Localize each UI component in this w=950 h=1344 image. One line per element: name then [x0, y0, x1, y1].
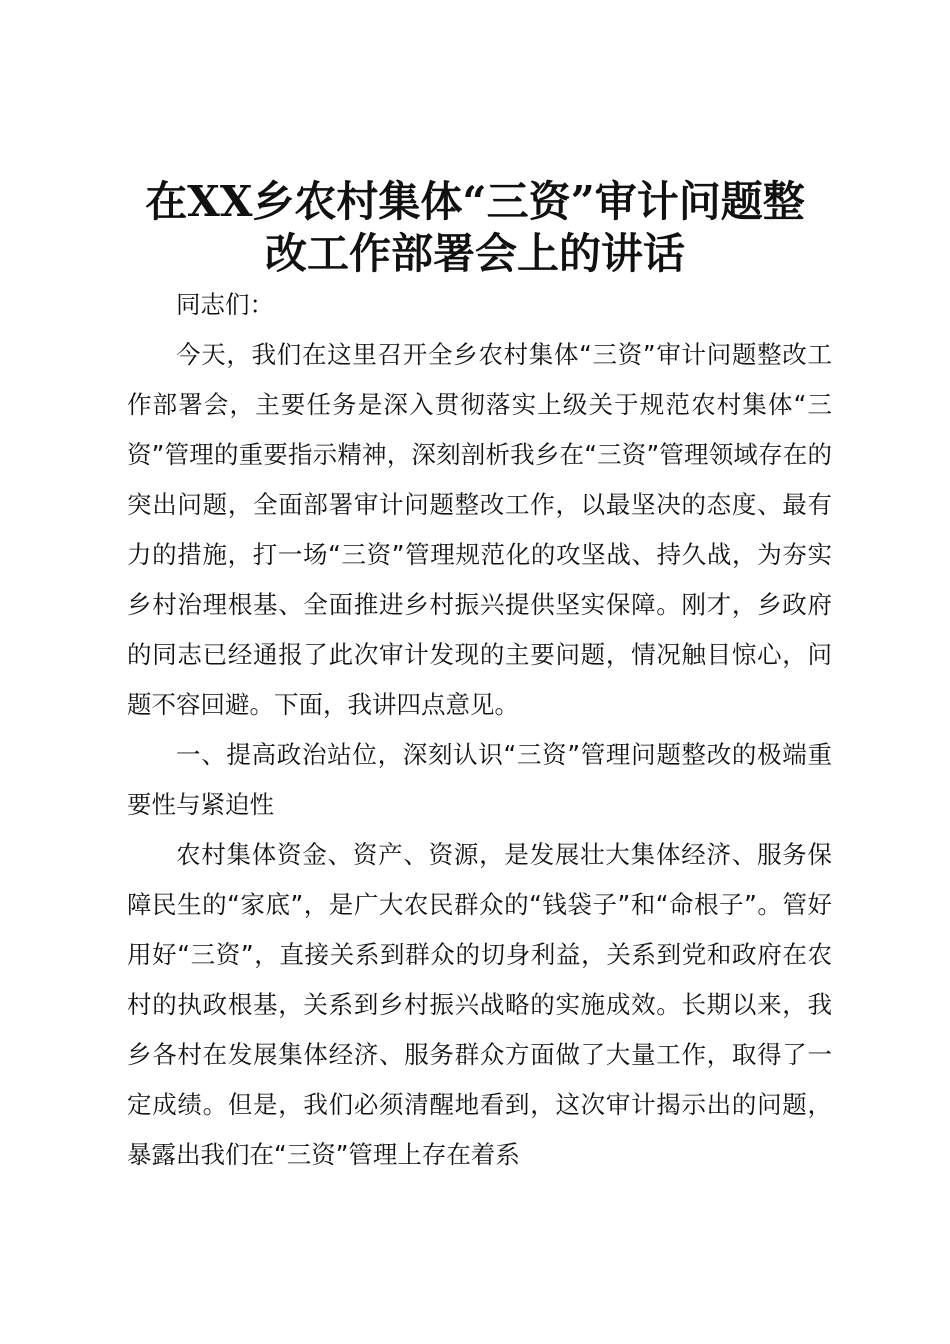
title-line-2: 改工作部署会上的讲话 [264, 229, 685, 278]
document-body [127, 280, 832, 1180]
paragraph-section-1: 农村集体资金、资产、资源，是发展壮大集体经济、服务保障民生的“家底”，是广大农民群众的“钱袋子”和“命根子”。管好用好“三资”，直接关系到群众的切身利益，关系到党和政府在农村的执政根基，关系到乡村振兴战略的实施成效。长期以来，我乡各村在发展集体经济、服务群众方面做了大量工作，取得了一定成绩。但是，我们必须清醒地看到，这次审计揭示出的问题，暴露出我们在“三资”管理上存在着系 [127, 840, 832, 1169]
salutation: 同志们： [176, 290, 274, 319]
section-heading-1: 一、提高政治站位，深刻认识“三资”管理问题整改的极端重要性与紧迫性 [127, 740, 832, 819]
document-title [100, 176, 850, 280]
title-line-1: 在XX乡农村集体“三资”审计问题整 [145, 177, 805, 226]
paragraph-opening: 今天，我们在这里召开全乡农村集体“三资”审计问题整改工作部署会，主要任务是深入贯彻落实上级关于规范农村集体“三资”管理的重要指示精神，深刻剖析我乡在“三资”管理领域存在的突出问题，全面部署审计问题整改工作，以最坚决的态度、最有力的措施，打一场“三资”管理规范化的攻坚战、持久战，为夯实乡村治理根基、全面推进乡村振兴提供坚实保障。刚才，乡政府的同志已经通报了此次审计发现的主要问题，情况触目惊心，问题不容回避。下面，我讲四点意见。 [127, 340, 832, 719]
